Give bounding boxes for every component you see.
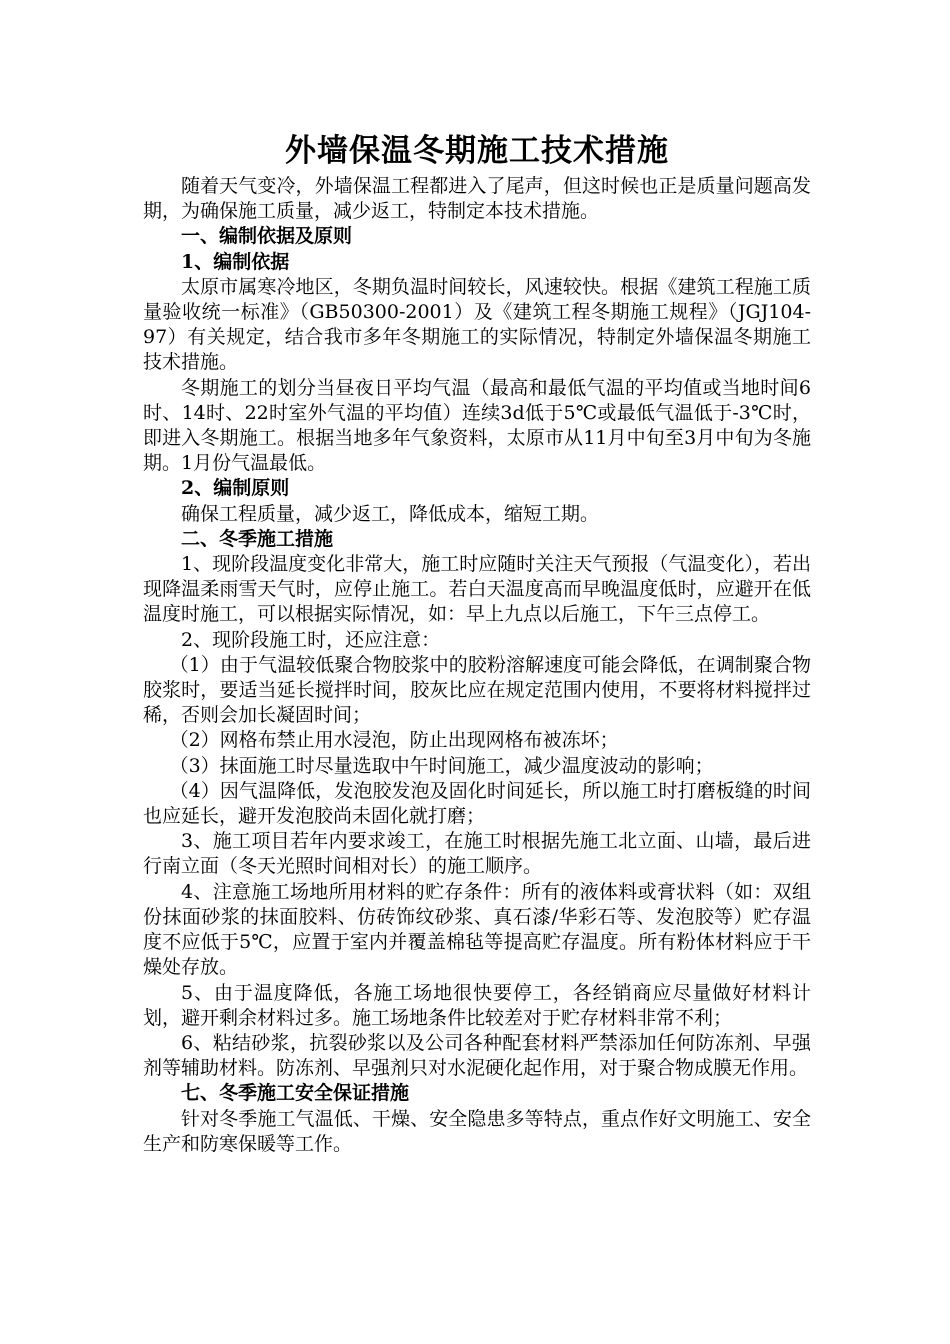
sub-item-paragraph: （3）抹面施工时尽量选取中午时间施工，减少温度波动的影响； <box>169 754 714 777</box>
body-paragraph: 4、注意施工场地所用材料的贮存条件：所有的液体料或膏状料（如：双组份抹面砂浆的抹面胶料、仿砖饰纹砂浆、真石漆/华彩石等、发泡胶等）贮存温度不应低于5℃，应置于室内并覆盖棉毡等提高贮存温度。所有粉体材料应于干燥处存放。 <box>143 880 811 979</box>
subsection-heading: 2、编制原则 <box>181 477 290 500</box>
subsection-heading: 1、编制依据 <box>181 250 290 273</box>
body-paragraph: 5、由于温度降低，各施工场地很快要停工，各经销商应尽量做好材料计划，避开剩余材料过多。施工场地条件比较差对于贮存材料非常不利； <box>143 981 811 1029</box>
document-page <box>143 128 811 1157</box>
body-paragraph: 确保工程质量，减少返工，降低成本，缩短工期。 <box>181 502 600 525</box>
sub-item-paragraph: （1）由于气温较低聚合物胶浆中的胶粉溶解速度可能会降低，在调制聚合物胶浆时，要适当延长搅拌时间，胶灰比应在规定范围内使用，不要将材料搅拌过稀，否则会加长凝固时间； <box>143 653 811 727</box>
body-paragraph: 3、施工项目若年内要求竣工，在施工时根据先施工北立面、山墙，最后进行南立面（冬天光照时间相对长）的施工顺序。 <box>143 830 811 878</box>
sub-item-paragraph: （2）网格布禁止用水浸泡，防止出现网格布被冻坏； <box>169 729 619 752</box>
body-paragraph: 2、现阶段施工时，还应注意： <box>181 628 441 651</box>
intro-paragraph: 随着天气变冷，外墙保温工程都进入了尾声，但这时候也正是质量问题高发期，为确保施工质量，减少返工，特制定本技术措施。 <box>143 175 811 223</box>
section-heading: 二、冬季施工措施 <box>181 527 334 550</box>
body-paragraph: 6、粘结砂浆，抗裂砂浆以及公司各种配套材料严禁添加任何防冻剂、早强剂等辅助材料。防冻剂、早强剂只对水泥硬化起作用，对于聚合物成膜无作用。 <box>143 1031 811 1080</box>
section-heading: 一、编制依据及原则 <box>181 225 353 248</box>
body-paragraph: 1、现阶段温度变化非常大，施工时应随时关注天气预报（气温变化），若出现降温柔雨雪天气时，应停止施工。若白天温度高而早晚温度低时，应避开在低温度时施工，可以根据实际情况，如：早上九点以后施工，下午三点停工。 <box>143 553 811 626</box>
sub-item-paragraph: （4）因气温降低，发泡胶发泡及固化时间延长，所以施工时打磨板缝的时间也应延长，避开发泡胶尚未固化就打磨； <box>143 779 811 828</box>
body-paragraph: 针对冬季施工气温低、干燥、安全隐患多等特点，重点作好文明施工、安全生产和防寒保暖等工作。 <box>143 1107 811 1155</box>
document-title: 外墙保温冬期施工技术措施 <box>285 133 669 169</box>
section-heading: 七、冬季施工安全保证措施 <box>181 1082 410 1105</box>
body-paragraph: 太原市属寒冷地区，冬期负温时间较长，风速较快。根据《建筑工程施工质量验收统一标准》（GB50300-2001）及《建筑工程冬期施工规程》（JGJ104-97）有关规定，结合我市多年冬期施工的实际情况，特制定外墙保温冬期施工技术措施。 <box>143 275 811 374</box>
body-paragraph: 冬期施工的划分当昼夜日平均气温（最高和最低气温的平均值或当地时间6时、14时、22时室外气温的平均值）连续3d低于5℃或最低气温低于-3℃时，即进入冬期施工。根据当地多年气象资料，太原市从11月中旬至3月中旬为冬施期。1月份气温最低。 <box>143 376 811 475</box>
